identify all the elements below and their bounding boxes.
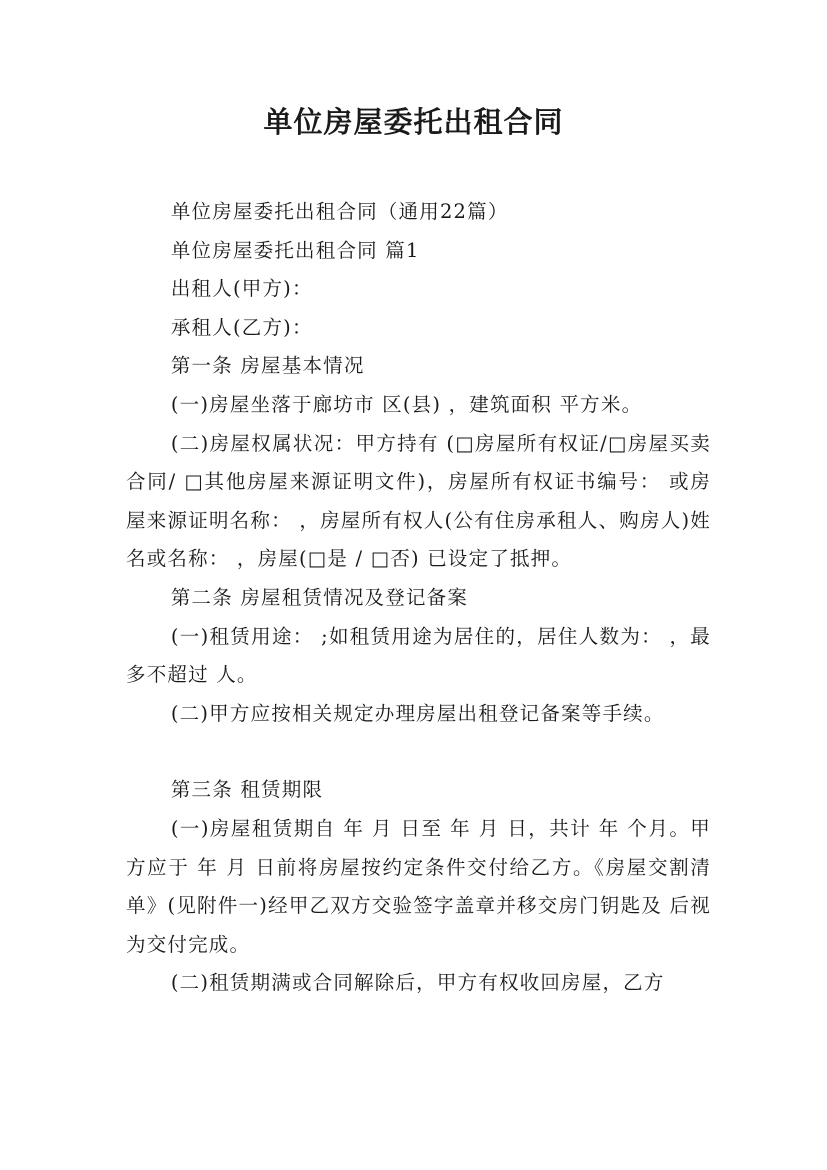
paragraph-spacer [126,733,711,771]
article-2-heading: 第二条 房屋租赁情况及登记备案 [170,585,469,609]
article-2-clause-2: (二)甲方应按相关规定办理房屋出租登记备案等手续。 [170,701,665,725]
article-3-clause-2: (二)租赁期满或合同解除后，甲方有权收回房屋，乙方 [170,971,665,995]
paragraph-lessee: 承租人(乙方)： [170,315,313,339]
document-title: 单位房屋委托出租合同 [263,105,564,139]
article-1-clause-1: (一)房屋坐落于廊坊市 区(县) ，建筑面积 平方米。 [170,392,643,416]
article-3-heading: 第三条 租赁期限 [170,778,324,802]
document-body [126,193,711,1003]
article-1-clause-2: (二)房屋权属状况：甲方持有 (□房屋所有权证/□房屋买卖合同/ □其他房屋来源证明文件)，房屋所有权证书编号： 或房屋来源证明名称： ，房屋所有权人(公有住房承租人、购房人)姓名或名称： ，房屋(□是 / □否) 已设定了抵押。 [126,431,711,571]
article-3-clause-1: (一)房屋租赁期自 年 月 日至 年 月 日，共计 年 个月。甲方应于 年 月 日前将房屋按约定条件交付给乙方。《房屋交割清单》(见附件一)经甲乙双方交验签字盖章并移交房门钥匙及 后视为交付完成。 [126,816,711,956]
article-1-heading: 第一条 房屋基本情况 [170,354,365,378]
paragraph-lessor: 出租人(甲方)： [170,277,313,301]
paragraph-part-heading: 单位房屋委托出租合同 篇1 [170,238,420,262]
article-2-clause-1: (一)租赁用途： ;如租赁用途为居住的，居住人数为： ，最多不超过 人。 [126,624,711,687]
paragraph-subtitle: 单位房屋委托出租合同（通用22篇） [170,200,509,223]
